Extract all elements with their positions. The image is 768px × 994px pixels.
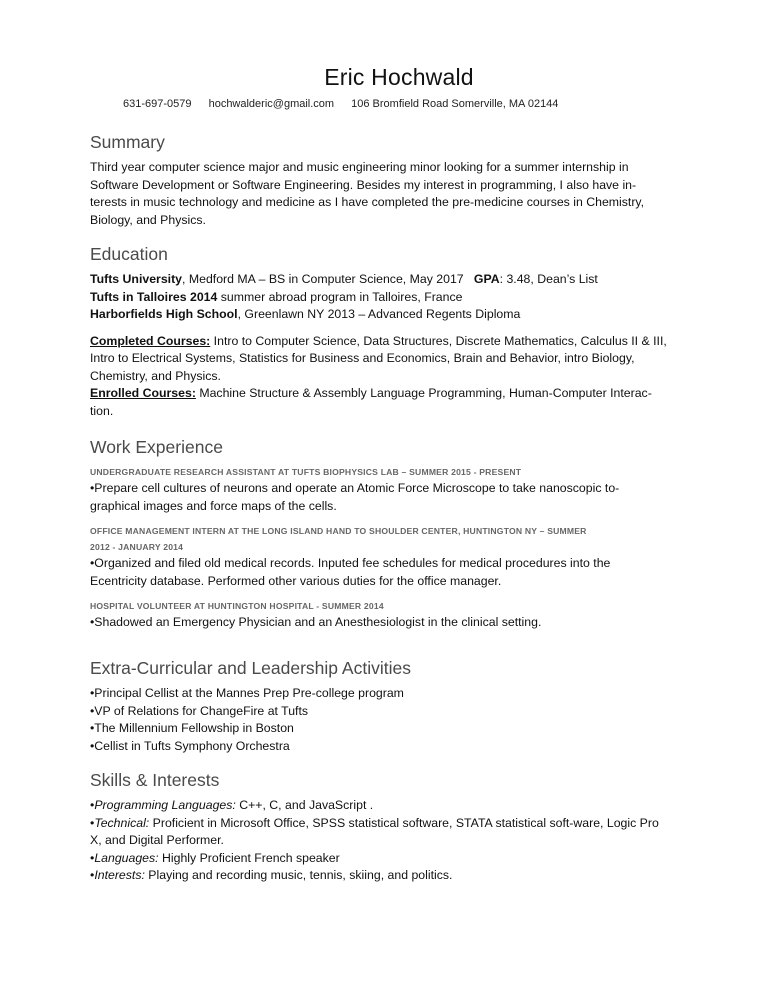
job-title: HOSPITAL VOLUNTEER AT HUNTINGTON HOSPITAL - SUMMER 2014 <box>90 601 384 611</box>
summary-line: terests in music technology and medicine as I have completed the pre-medicine courses in Chemistry, <box>90 195 645 209</box>
summary-section <box>90 132 680 229</box>
activity-item: •The Millennium Fellowship in Boston <box>90 721 294 735</box>
job-detail: •Shadowed an Emergency Physician and an Anesthesiologist in the clinical setting. <box>90 615 542 629</box>
job-detail: Ecentricity database. Performed other various duties for the office manager. <box>90 573 502 588</box>
skill-item: •Interests: Playing and recording music, tennis, skiing, and politics. <box>90 868 453 882</box>
job-detail: •Organized and filed old medical records. Inputed fee schedules for medical procedures into the <box>90 556 611 570</box>
course-list-line: tion. <box>90 403 114 418</box>
job-title: OFFICE MANAGEMENT INTERN AT THE LONG ISLAND HAND TO SHOULDER CENTER, HUNTINGTON NY – SUMMER <box>90 526 587 536</box>
section-title-extracurricular: Extra-Curricular and Leadership Activities <box>90 658 411 678</box>
skill-item: •Technical: Proficient in Microsoft Office, SPSS statistical software, STATA statistical soft-ware, Logic Pro <box>90 815 659 830</box>
education-entry <box>90 306 680 324</box>
address: 106 Bromfield Road Somerville, MA 02144 <box>351 98 559 110</box>
school-detail: summer abroad program in Talloires, France <box>217 289 463 304</box>
extracurricular-section <box>90 658 680 755</box>
section-title-summary: Summary <box>90 132 165 152</box>
summary-line: Biology, and Physics. <box>90 212 206 227</box>
skill-value: Playing and recording music, tennis, skiing, and politics. <box>144 868 453 882</box>
skill-value: C++, C, and JavaScript . <box>235 798 374 812</box>
section-title-skills: Skills & Interests <box>90 770 220 790</box>
candidate-name: Eric Hochwald <box>324 64 474 90</box>
education-section <box>90 244 680 420</box>
skill-value-continued: X, and Digital Performer. <box>90 833 224 847</box>
contact-line <box>123 98 572 110</box>
skill-label: Programming Languages: <box>94 798 236 812</box>
job-title: 2012 - JANUARY 2014 <box>90 542 184 552</box>
education-entry <box>90 289 680 307</box>
job-title: UNDERGRADUATE RESEARCH ASSISTANT AT TUFTS BIOPHYSICS LAB – SUMMER 2015 - PRESENT <box>90 467 522 477</box>
section-title-education: Education <box>90 244 168 264</box>
work-section <box>90 437 680 632</box>
skill-label: Technical: <box>94 815 150 830</box>
job-detail: graphical images and force maps of the cells. <box>90 498 337 513</box>
skill-value: Highly Proficient French speaker <box>158 850 340 865</box>
gpa-value: : 3.48, Dean’s List <box>499 272 598 286</box>
skills-section <box>90 770 680 885</box>
completed-courses <box>90 333 680 351</box>
skill-label: Interests: <box>94 868 145 882</box>
activity-item: •Cellist in Tufts Symphony Orchestra <box>90 738 290 753</box>
activity-item: •VP of Relations for ChangeFire at Tufts <box>90 703 309 718</box>
school-detail: , Greenlawn NY 2013 – Advanced Regents Diploma <box>237 307 521 321</box>
school-name: Harborfields High School <box>90 307 238 321</box>
course-list-line: Machine Structure & Assembly Language Programming, Human-Computer Interac- <box>195 386 652 400</box>
email: hochwalderic@gmail.com <box>208 98 335 110</box>
skill-value: Proficient in Microsoft Office, SPSS statistical software, STATA statistical soft-ware, Logic Pro <box>149 815 659 830</box>
activity-item: •Principal Cellist at the Mannes Prep Pre-college program <box>90 686 404 700</box>
course-list-line: Intro to Computer Science, Data Structures, Discrete Mathematics, Calculus II & III, <box>210 333 667 348</box>
school-name: Tufts University <box>90 272 183 286</box>
course-list-line: Chemistry, and Physics. <box>90 368 221 383</box>
summary-line: Software Development or Software Engineering. Besides my interest in programming, I also have in- <box>90 177 637 192</box>
completed-courses-label: Completed Courses: <box>90 333 211 348</box>
enrolled-courses <box>90 385 680 403</box>
school-detail: , Medford MA – BS in Computer Science, May 2017 <box>182 272 464 286</box>
gpa-label: GPA <box>473 272 500 286</box>
summary-line: Third year computer science major and music engineering minor looking for a summer internship in <box>90 160 629 174</box>
phone: 631-697-0579 <box>123 98 192 110</box>
school-name: Tufts in Talloires 2014 <box>90 289 218 304</box>
enrolled-courses-label: Enrolled Courses: <box>90 386 196 400</box>
skill-item: •Programming Languages: C++, C, and JavaScript . <box>90 798 374 812</box>
skill-label: Languages: <box>94 850 159 865</box>
education-entry <box>90 271 680 289</box>
course-list-line: Intro to Electrical Systems, Statistics for Business and Economics, Brain and Behavior, intro Biology, <box>90 351 635 365</box>
skill-item: •Languages: Highly Proficient French speaker <box>90 850 340 865</box>
job-detail: •Prepare cell cultures of neurons and operate an Atomic Force Microscope to take nanoscopic to- <box>90 481 620 495</box>
section-title-work: Work Experience <box>90 437 223 457</box>
